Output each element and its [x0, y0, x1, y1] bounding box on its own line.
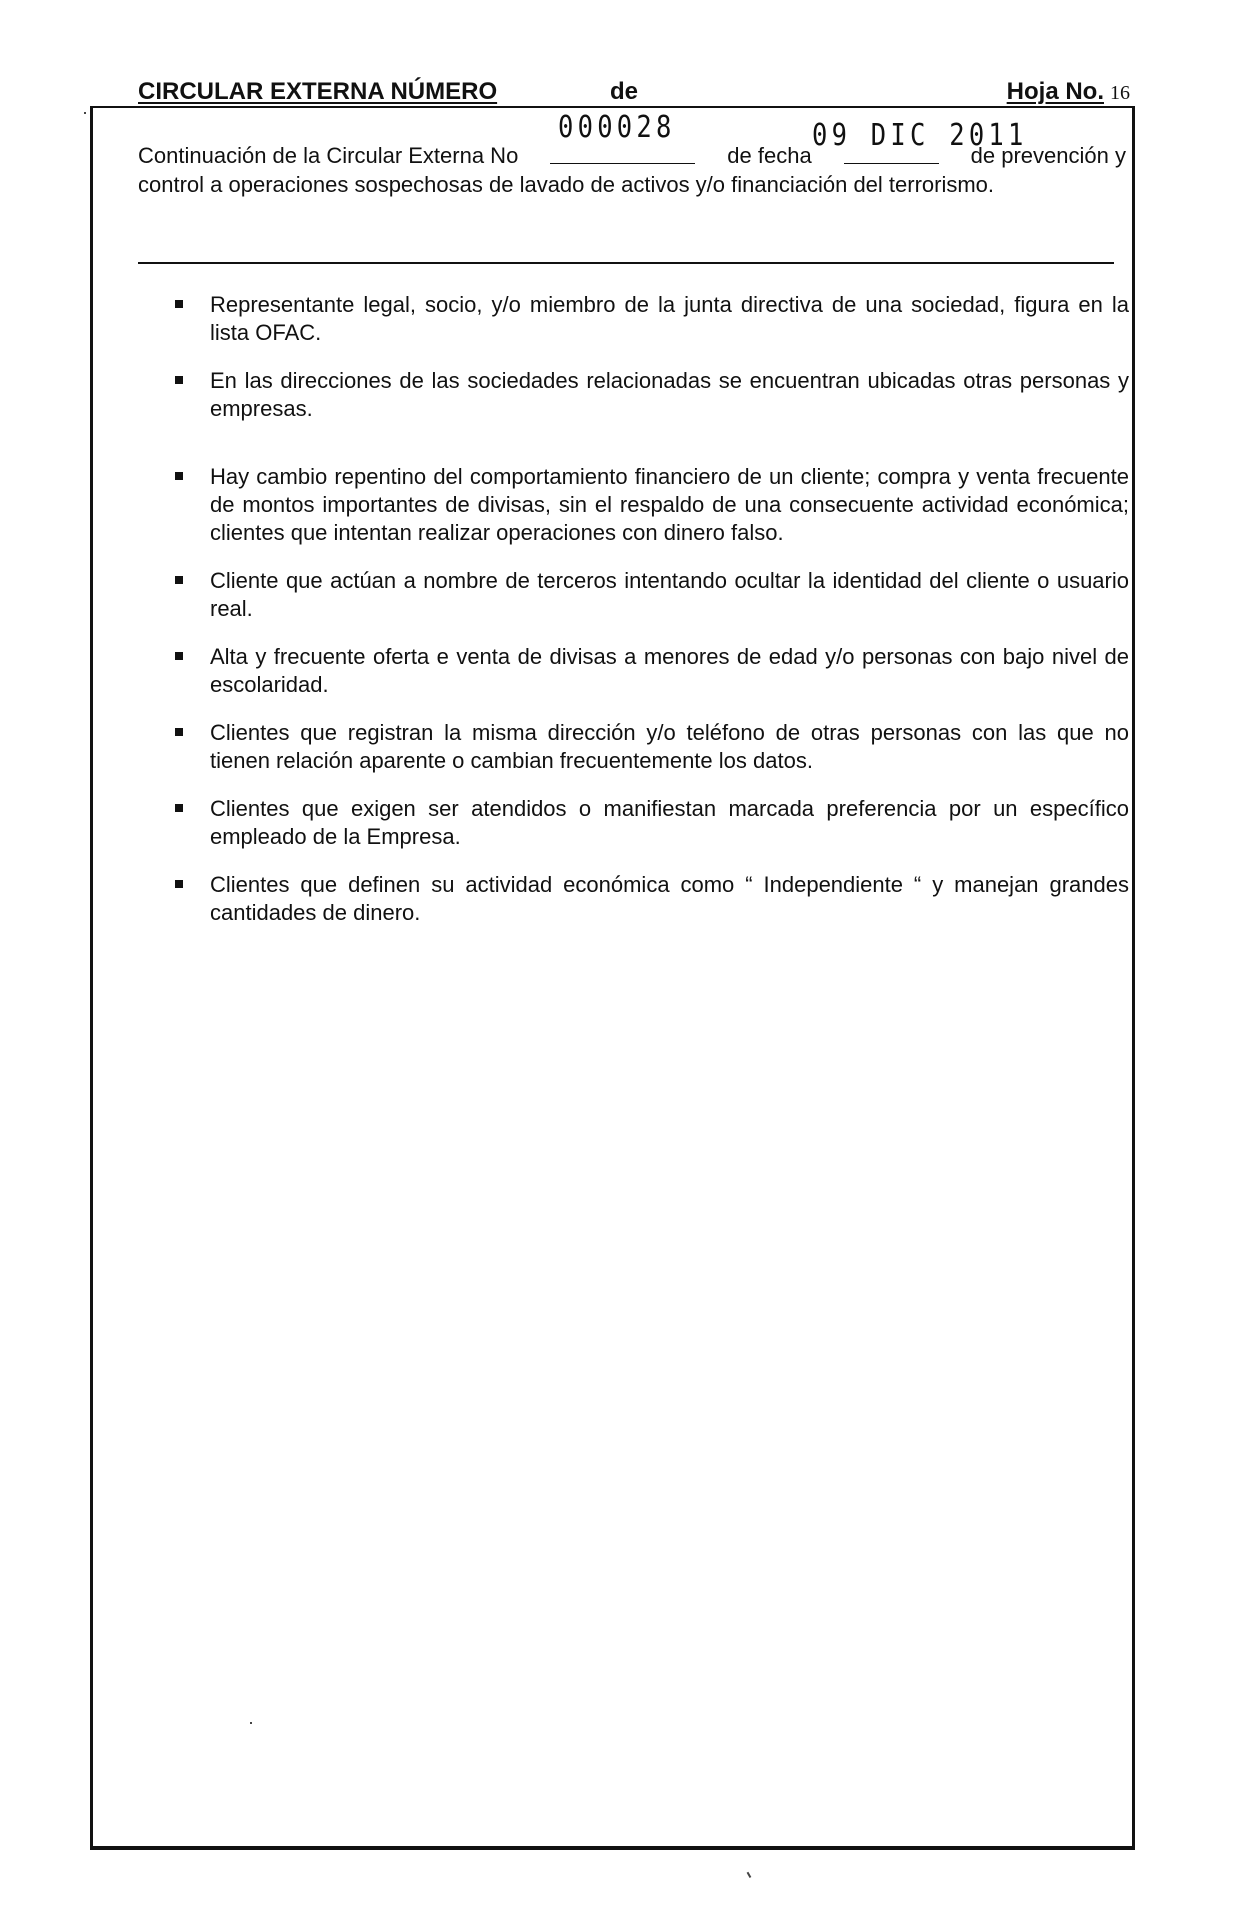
list-item: Clientes que definen su actividad económica como “ Independiente “ y manejan grandes cantidades de dinero.	[172, 871, 1129, 927]
intro-part-1: Continuación de la Circular Externa No	[138, 143, 519, 168]
circular-title: CIRCULAR EXTERNA NÚMERO	[138, 78, 498, 105]
page-header	[138, 78, 1130, 108]
hoja-number: 16	[1110, 82, 1130, 104]
header-de-label: de	[610, 78, 639, 105]
bullet-square-icon	[175, 804, 183, 812]
scan-speck	[250, 1722, 252, 1724]
page-number	[1007, 78, 1130, 106]
scan-speck	[84, 112, 86, 114]
number-blank	[550, 141, 695, 164]
intro-part-3: de prevención y	[970, 143, 1126, 168]
bullet-square-icon	[175, 652, 183, 660]
intro-line-2: control a operaciones sospechosas de lavado de activos y/o financiación del terrorismo.	[138, 172, 995, 197]
list-item: Representante legal, socio, y/o miembro de la junta directiva de una sociedad, figura en la lista OFAC.	[172, 291, 1129, 347]
hoja-label: Hoja No.	[1006, 78, 1104, 105]
list-item: Clientes que registran la misma dirección y/o teléfono de otras personas con las que no tienen relación aparente o cambian frecuentemente los datos.	[172, 719, 1129, 775]
bullet-square-icon	[175, 576, 183, 584]
circular-number-stamp: 000028	[558, 110, 676, 145]
bullet-square-icon	[175, 728, 183, 736]
indicator-list	[172, 291, 1129, 947]
date-stamp: 09 DIC 2011	[812, 118, 1028, 153]
bullet-square-icon	[175, 880, 183, 888]
bullet-square-icon	[175, 300, 183, 308]
list-item: Alta y frecuente oferta e venta de divisas a menores de edad y/o personas con bajo nivel de escolaridad.	[172, 643, 1129, 699]
bullet-square-icon	[175, 472, 183, 480]
bullet-square-icon	[175, 376, 183, 384]
date-blank	[844, 141, 939, 164]
list-item: En las direcciones de las sociedades relacionadas se encuentran ubicadas otras personas y empresas.	[172, 367, 1129, 423]
continuation-paragraph	[138, 141, 1126, 199]
list-item: Cliente que actúan a nombre de terceros intentando ocultar la identidad del cliente o usuario real.	[172, 567, 1129, 623]
list-item: Hay cambio repentino del comportamiento financiero de un cliente; compra y venta frecuente de montos importantes de divisas, sin el respaldo de una consecuente actividad económica; clientes que intentan realizar operaciones con dinero falso.	[172, 463, 1129, 547]
intro-part-2: de fecha	[727, 143, 812, 168]
list-item: Clientes que exigen ser atendidos o manifiestan marcada preferencia por un específico empleado de la Empresa.	[172, 795, 1129, 851]
scan-speck	[747, 1872, 751, 1878]
separator-line	[138, 262, 1114, 264]
